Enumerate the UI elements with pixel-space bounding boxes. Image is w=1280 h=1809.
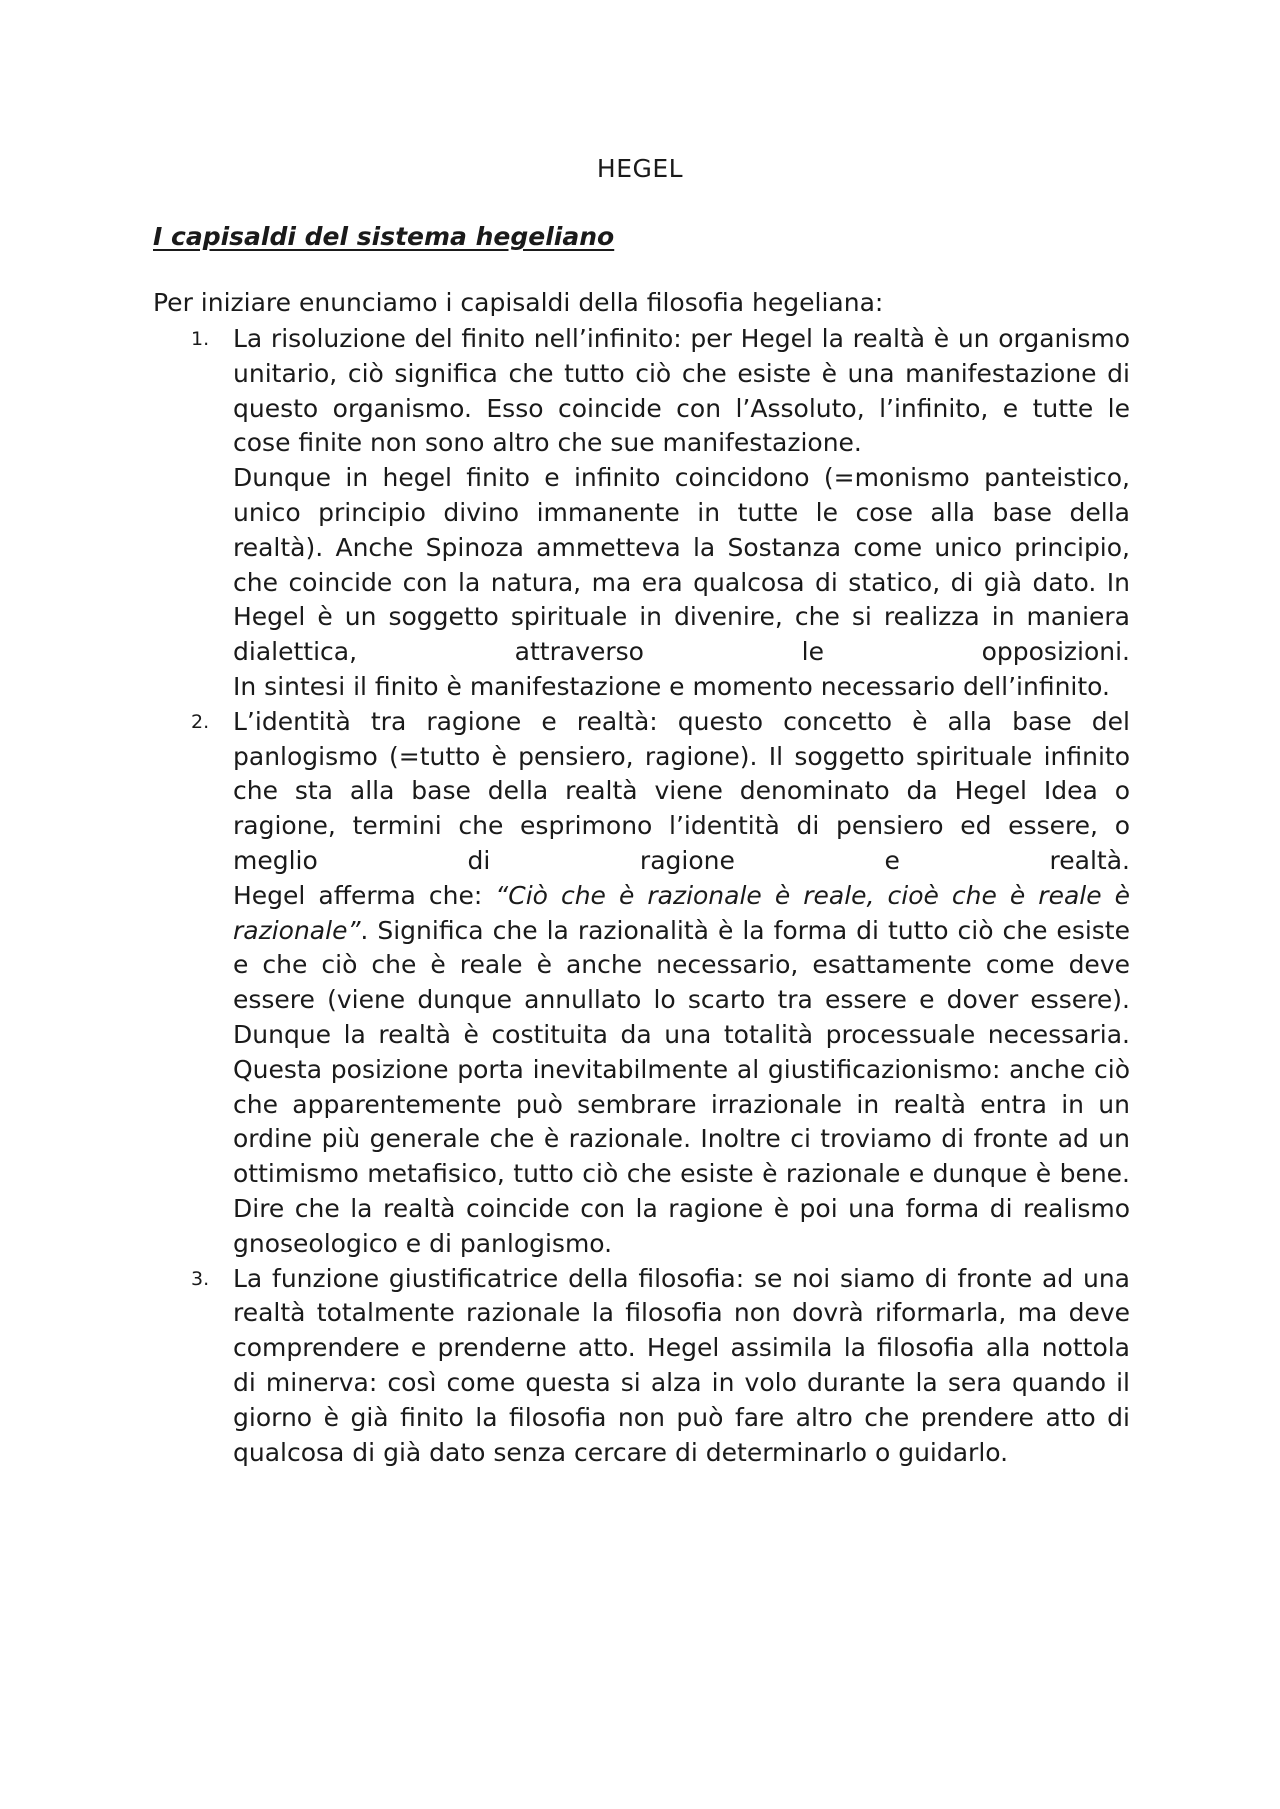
list-paragraph: La risoluzione del finito nell’infinito: per Hegel la realtà è un organismo unitario, ciò significa che tutto ciò che esiste è una manifestazione di questo organismo. Esso coincide con l’Assoluto, l’infinito, e tutte le cose finite non sono altro che sue manifestazione.	[233, 324, 1130, 458]
list-number: 2.	[191, 710, 210, 733]
list-item	[153, 705, 1130, 1262]
list-paragraph: La funzione giustificatrice della filosofia: se noi siamo di fronte ad una realtà totalmente razionale la filosofia non dovrà riformarla, ma deve comprendere e prenderne atto. Hegel assimila la filosofia alla nottola di minerva: così come questa si alza in volo durante la sera quando il giorno è già finito la filosofia non può fare altro che prendere atto di qualcosa di già dato senza cercare di determinarlo o guidarlo.	[233, 1263, 1130, 1467]
list-paragraph: In sintesi il finito è manifestazione e momento necessario dell’infinito.	[233, 671, 1110, 701]
document-title: HEGEL	[596, 154, 684, 183]
list-paragraph: L’identità tra ragione e realtà: questo concetto è alla base del panlogismo (=tutto è pensiero, ragione). Il soggetto spirituale infinito che sta alla base della realtà viene denominato da Hegel Idea o ragione, termini che esprimono l’identità di pensiero ed essere, o meglio di ragione e realtà.	[233, 706, 1130, 875]
section-heading: I capisaldi del sistema hegeliano	[153, 222, 615, 251]
quote-lead-in: Hegel afferma che:	[233, 880, 496, 910]
numbered-list	[153, 322, 1130, 1470]
list-item	[153, 1262, 1130, 1471]
list-number: 3.	[191, 1267, 210, 1290]
list-paragraph: Dunque in hegel finito e infinito coincidono (=monismo panteistico, unico principio divino immanente in tutte le cose alla base della realtà). Anche Spinoza ammetteva la Sostanza come unico principio, che coincide con la natura, ma era qualcosa di statico, di già dato. In Hegel è un soggetto spirituale in divenire, che si realizza in maniera dialettica, attraverso le opposizioni.	[233, 463, 1130, 667]
quote-follow-up: . Significa che la razionalità è la forma di tutto ciò che esiste e che ciò che è reale è anche necessario, esattamente come deve essere (viene dunque annullato lo scarto tra essere e dover essere). Dunque la realtà è costituita da una totalità processuale necessaria. Questa posizione porta inevitabilmente al giustificazionismo: anche ciò che apparentemente può sembrare irrazionale in realtà entra in un ordine più generale che è razionale. Inoltre ci troviamo di fronte ad un ottimismo metafisico, tutto ciò che esiste è razionale e dunque è bene. Dire che la realtà coincide con la ragione è poi una forma di realismo gnoseologico e di panlogismo.	[233, 915, 1130, 1258]
hegel-quote: “Ciò che è razionale è reale, cioè che è reale è razionale”	[233, 880, 1130, 945]
list-item	[153, 322, 1130, 705]
list-paragraph	[233, 879, 1130, 1262]
intro-paragraph: Per iniziare enunciamo i capisaldi della filosofia hegeliana:	[153, 288, 884, 317]
list-number: 1.	[191, 328, 210, 350]
